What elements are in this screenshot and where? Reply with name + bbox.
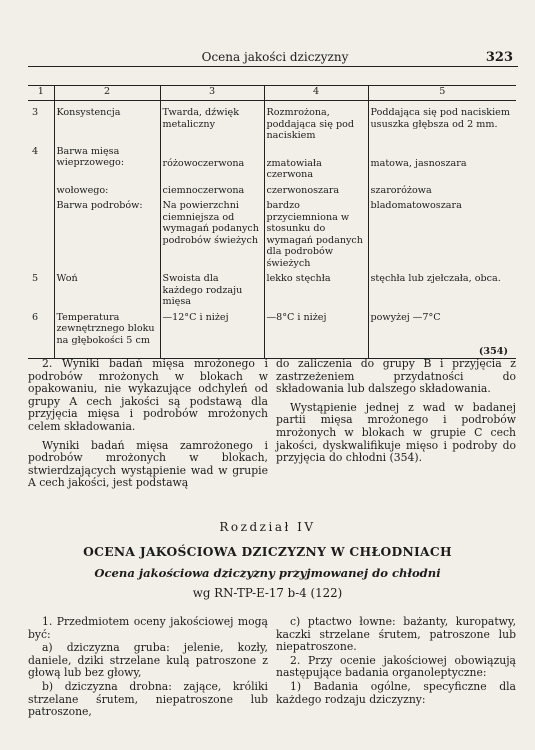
list-item: 1. Przedmiotem oceny jakościowej mogą być:: [28, 615, 268, 641]
cell-group-c: stęchła lub zjełczała, obca.: [368, 273, 516, 308]
column-header: 5: [368, 86, 516, 101]
table-row: [28, 107, 516, 142]
table-row: [28, 273, 516, 308]
cell-group-c: matowa, jasnoszara: [368, 146, 516, 181]
cell-group-b: Rozmrożona, poddająca się pod naciskiem: [264, 107, 368, 142]
row-feature: Barwa mięsa wieprzowego:: [54, 146, 160, 181]
cell-group-c: Poddająca się pod naciskiem ususzka głębsza od 2 mm.: [368, 107, 516, 142]
row-feature: Konsystencja: [54, 107, 160, 142]
table-code: (354): [478, 346, 508, 357]
cell-group-c-text: powyżej —7°C: [370, 311, 441, 323]
cell-group-a: ciemnoczerwona: [160, 185, 264, 197]
quality-table: [28, 85, 516, 359]
running-head: Ocena jakości dziczyzny: [201, 50, 349, 64]
row-feature: Woń: [54, 273, 160, 308]
row-feature: Barwa podrobów:: [54, 200, 160, 269]
paragraph: Wystąpienie jednej z wad w badanej partii mięsa mrożonego i podrobów mrożonych w blokach w grupie C cech jakości, dyskwalifikuje mięso i podroby do przyjęcia do chłodni (354).: [276, 400, 516, 465]
table-row: [28, 200, 516, 269]
cell-group-c: bladomatowoszara: [368, 200, 516, 269]
page-number: 323: [485, 50, 513, 65]
row-number: 3: [32, 107, 39, 118]
left-column: [28, 358, 268, 490]
cell-group-a: Swoista dla każdego rodzaju mięsa: [160, 273, 264, 308]
row-number: 5: [32, 273, 39, 284]
column-header: 3: [160, 86, 264, 101]
row-number: [28, 185, 54, 197]
list-item: 1) Badania ogólne, specyficzne dla każdego rodzaju dziczyzny:: [276, 679, 516, 706]
column-header: 2: [54, 86, 160, 101]
list-item: b) dziczyzna drobna: zające, króliki strzelane śrutem, niepatroszone lub patroszone,: [28, 679, 268, 719]
row-number: [28, 200, 54, 269]
table-row: [28, 185, 516, 197]
row-number: 6: [28, 312, 54, 359]
table-row: [28, 312, 516, 359]
left-list: [28, 616, 268, 719]
chapter-title: OCENA JAKOŚCIOWA DZICZYZNY W CHŁODNIACH: [83, 544, 452, 559]
cell-group-c: szaroróżowa: [368, 185, 516, 197]
list-item: c) ptactwo łowne: bażanty, kuropatwy, kaczki strzelane śrutem, patroszone lub niepatroszone.: [276, 615, 516, 654]
column-header: 4: [264, 86, 368, 101]
cell-group-c: [368, 312, 516, 359]
paragraph: 2. Wyniki badań mięsa mrożonego i podrobów mrożonych w blokach w opakowaniu, nie wykazujące odchyleń od grupy A cech jakości są podstawą dla przyjęcia mięsa i podrobów mrożonych celem składowania.: [28, 357, 268, 433]
row-number: 4: [32, 145, 39, 157]
right-list: [276, 616, 516, 706]
cell-group-b: —8°C i niżej: [264, 312, 368, 359]
list-item: 2. Przy ocenie jakościowej obowiązują następujące badania organoleptyczne:: [276, 653, 516, 680]
table-header-row: [28, 86, 516, 101]
cell-group-a: Na powierzchni ciemniejsza od wymagań podanych podrobów świeżych: [160, 200, 264, 269]
cell-group-b: bardzo przyciemniona w stosunku do wymagań podanych dla podrobów świeżych: [264, 200, 368, 269]
cell-group-b: zmatowiała czerwona: [264, 146, 368, 181]
cell-group-a: —12°C i niżej: [160, 312, 264, 359]
header-rule: [28, 66, 518, 67]
cell-group-a: Twarda, dźwięk metaliczny: [160, 107, 264, 142]
cell-group-b: czerwonoszara: [264, 185, 368, 197]
chapter-label: Rozdział IV: [219, 520, 316, 534]
row-feature: wołowego:: [54, 185, 160, 197]
paragraph: do zaliczenia do grupy B i przyjęcia z zastrzeżeniem przydatności do składowania lub dalszego składowania.: [276, 357, 516, 396]
cell-group-a: różowoczerwona: [160, 146, 264, 181]
cell-group-b: lekko stęchła: [264, 273, 368, 308]
right-column: [276, 358, 516, 465]
section-title: Ocena jakościowa dziczyzny przyjmowanej do chłodni: [94, 566, 441, 580]
paragraph: Wyniki badań mięsa zamrożonego i podrobów mrożonych w blokach, stwierdzających wystąpienie wad w grupie A cech jakości, jest podstawą: [28, 438, 268, 490]
row-feature: Temperatura zewnętrznego bloku na głębokości 5 cm: [54, 312, 160, 359]
norm-reference: wg RN-TP-E-17 b-4 (122): [192, 586, 343, 600]
list-item: a) dziczyzna gruba: jelenie, kozły, daniele, dziki strzelane kulą patroszone z głową lub bez głowy,: [28, 641, 268, 680]
table-row: [28, 146, 516, 181]
column-header: 1: [28, 86, 54, 101]
